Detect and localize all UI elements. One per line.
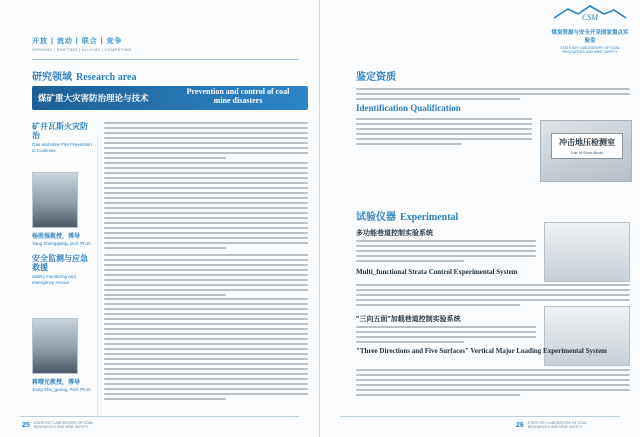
instrument-en: Experimental	[400, 212, 459, 223]
footer-lab-name: STATE KEY LABORATORY OF COAL RESOURCES AND MINE SAFETY	[33, 421, 94, 429]
column-divider	[97, 135, 98, 415]
lab-sign	[551, 133, 623, 159]
topic1-label-cn: 矿井瓦斯火灾防治	[32, 122, 88, 140]
topic2-body-en	[104, 298, 308, 403]
research-area-cn: 研究领域	[32, 72, 72, 83]
logo-en: STATE KEY LABORATORY OF COAL RESOURCES AND MINE SAFETY	[560, 46, 620, 54]
topic2-label-cn: 安全监测与应急救援	[32, 254, 88, 272]
footer-lab-name: STATE KEY LABORATORY OF COAL RESOURCES AND MINE SAFETY	[527, 421, 588, 429]
footer-rule	[340, 416, 620, 417]
topic2-body-cn	[104, 254, 308, 299]
page-number: 25	[22, 421, 30, 429]
topic1-body-cn	[104, 122, 308, 162]
qualification-title	[356, 68, 396, 83]
lab-sign-cn: 冲击地压检测室	[559, 138, 615, 147]
instrument-title	[356, 208, 458, 223]
topic2-label	[32, 254, 92, 285]
person-photo	[32, 318, 78, 374]
qualification-en: Identification Qualification	[356, 103, 461, 113]
qualification-body-cn	[356, 88, 630, 103]
page-footer	[22, 421, 104, 429]
instrument-cn: 试验仪器	[356, 212, 396, 223]
person-name-cn: 杨胜强教授，博导	[32, 234, 81, 240]
page-footer	[516, 421, 608, 429]
header-cn: 开放 | 流动 | 联合 | 竞争	[32, 38, 123, 45]
equip2-body-en	[356, 369, 630, 399]
right-page	[320, 0, 640, 437]
person-name-cn: 蒋曙光教授，博导	[32, 380, 81, 386]
person-name-en: Jiang Shu_guang, Prof. Ph.D.	[32, 387, 92, 392]
equip1-title-en: Multi_functional Strata Control Experimental System	[356, 268, 518, 276]
topic1-body-en	[104, 162, 308, 252]
equip2-photo	[544, 306, 630, 366]
topic1-label	[32, 122, 92, 153]
research-area-title	[32, 68, 136, 83]
lab-door-photo	[540, 120, 632, 182]
topic2-person	[32, 377, 96, 393]
footer-rule	[20, 416, 299, 417]
banner-cn: 煤矿重大灾害防治理论与技术	[38, 93, 149, 103]
equip2-title-cn: "三向五面"加载巷道控制实验系统	[356, 316, 461, 323]
person-photo	[32, 172, 78, 228]
qualification-body-en	[356, 118, 532, 148]
research-area-en: Research area	[76, 72, 137, 83]
logo-cn: 煤炭资源与安全开采国家重点实验室	[551, 30, 629, 44]
header-rule	[32, 59, 299, 60]
qualification-cn: 鉴定资质	[356, 72, 396, 83]
logo-wordmark: CSM	[582, 13, 598, 22]
banner-en: Prevention and control of coal mine disasters	[186, 87, 290, 105]
equip1-title-cn: 多功能巷道控制实验系统	[356, 230, 433, 237]
person-name-en: Yang Shengqiang, prof. Ph.D.	[32, 241, 92, 246]
lab-logo	[550, 4, 630, 54]
header-en: OPENING | SHIFTING | ALLYING | COMPETING	[32, 47, 132, 52]
equip1-body-cn	[356, 240, 536, 265]
page-number: 26	[516, 421, 524, 429]
topic1-label-en: Gas and Mine Fire Prevention in Coalmine	[32, 142, 92, 153]
page-header	[32, 36, 132, 52]
topic1-person	[32, 231, 96, 247]
lab-sign-en: Lab of Rock Burst	[571, 150, 603, 155]
equip2-body-cn	[356, 326, 536, 346]
topic2-label-en: Safety monitoring and emergency rescue	[32, 274, 76, 285]
equip2-title-en: "Three Directions and Five Surfaces" Vertical Major Loading Experimental System	[356, 347, 608, 355]
